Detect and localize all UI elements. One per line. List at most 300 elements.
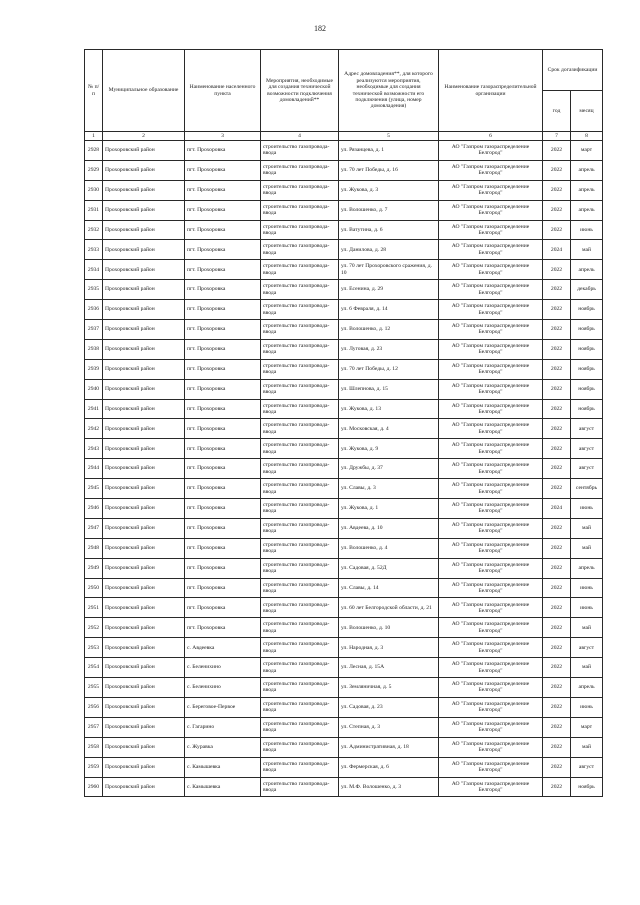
year-cell: 2022: [543, 518, 571, 538]
organization-cell: АО "Газпром газораспределение Белгород": [439, 300, 543, 320]
activity-cell: строительство газопровода-ввода: [261, 359, 339, 379]
address-cell: ул. Административная, д. 18: [339, 737, 439, 757]
header-activities: Мероприятия, необходимые для создания технической возможности подключения домовладений**: [261, 50, 339, 132]
month-cell: сентябрь: [571, 479, 603, 499]
table-row: [85, 200, 603, 220]
page-number: 182: [314, 24, 326, 33]
address-cell: ул. Луговая, д. 23: [339, 339, 439, 359]
row-number: 2931: [85, 200, 103, 220]
organization-cell: АО "Газпром газораспределение Белгород": [439, 558, 543, 578]
activity-cell: строительство газопровода-ввода: [261, 240, 339, 260]
month-cell: ноябрь: [571, 379, 603, 399]
municipality-cell: Прохоровский район: [103, 518, 185, 538]
year-cell: 2022: [543, 459, 571, 479]
table-row: [85, 479, 603, 499]
locality-cell: с. Беленихино: [185, 658, 261, 678]
address-cell: ул. Фермерская, д. 6: [339, 757, 439, 777]
address-cell: ул. 70 лет Прохоровского сражения, д. 10: [339, 260, 439, 280]
address-cell: ул. 6 Февраля, д. 14: [339, 300, 439, 320]
address-cell: ул. Народная, д. 3: [339, 638, 439, 658]
locality-cell: пгт. Прохоровка: [185, 200, 261, 220]
activity-cell: строительство газопровода-ввода: [261, 280, 339, 300]
table-row: [85, 260, 603, 280]
header-term: Срок догазификации: [543, 50, 603, 91]
year-cell: 2022: [543, 141, 571, 161]
row-number: 2932: [85, 220, 103, 240]
locality-cell: пгт. Прохоровка: [185, 141, 261, 161]
row-number: 2950: [85, 578, 103, 598]
address-cell: ул. Данилова, д. 28: [339, 240, 439, 260]
organization-cell: АО "Газпром газораспределение Белгород": [439, 717, 543, 737]
row-number: 2958: [85, 737, 103, 757]
month-cell: ноябрь: [571, 399, 603, 419]
organization-cell: АО "Газпром газораспределение Белгород": [439, 737, 543, 757]
row-number: 2956: [85, 697, 103, 717]
table-row: [85, 499, 603, 519]
gasification-table: [84, 49, 603, 797]
activity-cell: строительство газопровода-ввода: [261, 737, 339, 757]
municipality-cell: Прохоровский район: [103, 479, 185, 499]
table-row: [85, 757, 603, 777]
row-number: 2942: [85, 419, 103, 439]
month-cell: апрель: [571, 160, 603, 180]
address-cell: ул. Лесная, д. 15А: [339, 658, 439, 678]
year-cell: 2022: [543, 697, 571, 717]
municipality-cell: Прохоровский район: [103, 160, 185, 180]
row-number: 2934: [85, 260, 103, 280]
address-cell: ул. Московская, д. 4: [339, 419, 439, 439]
organization-cell: АО "Газпром газораспределение Белгород": [439, 220, 543, 240]
locality-cell: пгт. Прохоровка: [185, 379, 261, 399]
locality-cell: пгт. Прохоровка: [185, 320, 261, 340]
locality-cell: пгт. Прохоровка: [185, 300, 261, 320]
address-cell: ул. Садовая, д. 23: [339, 697, 439, 717]
table-row: [85, 777, 603, 797]
month-cell: апрель: [571, 260, 603, 280]
col-index: 8: [571, 132, 603, 141]
municipality-cell: Прохоровский район: [103, 717, 185, 737]
organization-cell: АО "Газпром газораспределение Белгород": [439, 638, 543, 658]
municipality-cell: Прохоровский район: [103, 379, 185, 399]
month-cell: август: [571, 757, 603, 777]
table-row: [85, 160, 603, 180]
activity-cell: строительство газопровода-ввода: [261, 200, 339, 220]
month-cell: май: [571, 538, 603, 558]
year-cell: 2022: [543, 339, 571, 359]
month-cell: август: [571, 439, 603, 459]
row-number: 2940: [85, 379, 103, 399]
activity-cell: строительство газопровода-ввода: [261, 499, 339, 519]
table-row: [85, 598, 603, 618]
header-month: месяц: [571, 91, 603, 132]
row-number: 2955: [85, 678, 103, 698]
row-number: 2960: [85, 777, 103, 797]
month-cell: ноябрь: [571, 339, 603, 359]
table-row: [85, 717, 603, 737]
address-cell: ул. 70 лет Победы, д. 12: [339, 359, 439, 379]
activity-cell: строительство газопровода-ввода: [261, 757, 339, 777]
organization-cell: АО "Газпром газораспределение Белгород": [439, 200, 543, 220]
table-row: [85, 518, 603, 538]
month-cell: май: [571, 737, 603, 757]
month-cell: ноябрь: [571, 320, 603, 340]
address-cell: ул. Шлепнова, д. 15: [339, 379, 439, 399]
activity-cell: строительство газопровода-ввода: [261, 419, 339, 439]
month-cell: ноябрь: [571, 777, 603, 797]
month-cell: июнь: [571, 598, 603, 618]
year-cell: 2022: [543, 598, 571, 618]
municipality-cell: Прохоровский район: [103, 678, 185, 698]
municipality-cell: Прохоровский район: [103, 439, 185, 459]
activity-cell: строительство газопровода-ввода: [261, 618, 339, 638]
organization-cell: АО "Газпром газораспределение Белгород": [439, 439, 543, 459]
locality-cell: пгт. Прохоровка: [185, 598, 261, 618]
row-number: 2938: [85, 339, 103, 359]
month-cell: май: [571, 658, 603, 678]
row-number: 2949: [85, 558, 103, 578]
year-cell: 2022: [543, 379, 571, 399]
locality-cell: пгт. Прохоровка: [185, 499, 261, 519]
year-cell: 2022: [543, 320, 571, 340]
activity-cell: строительство газопровода-ввода: [261, 300, 339, 320]
header-org: Наименование газораспределительной организации: [439, 50, 543, 132]
header-address: Адрес домовладения**, для которого реализуются мероприятия, необходимые для создания технической возможности его подключения (улица, номер домовладения): [339, 50, 439, 132]
organization-cell: АО "Газпром газораспределение Белгород": [439, 280, 543, 300]
locality-cell: пгт. Прохоровка: [185, 558, 261, 578]
activity-cell: строительство газопровода-ввода: [261, 459, 339, 479]
address-cell: ул. М.Ф. Волошенко, д. 3: [339, 777, 439, 797]
year-cell: 2022: [543, 200, 571, 220]
municipality-cell: Прохоровский район: [103, 240, 185, 260]
activity-cell: строительство газопровода-ввода: [261, 558, 339, 578]
table-row: [85, 439, 603, 459]
municipality-cell: Прохоровский район: [103, 618, 185, 638]
locality-cell: с. Авдеевка: [185, 638, 261, 658]
table-row: [85, 737, 603, 757]
municipality-cell: Прохоровский район: [103, 499, 185, 519]
locality-cell: пгт. Прохоровка: [185, 479, 261, 499]
municipality-cell: Прохоровский район: [103, 180, 185, 200]
organization-cell: АО "Газпром газораспределение Белгород": [439, 598, 543, 618]
month-cell: май: [571, 240, 603, 260]
organization-cell: АО "Газпром газораспределение Белгород": [439, 459, 543, 479]
locality-cell: пгт. Прохоровка: [185, 180, 261, 200]
municipality-cell: Прохоровский район: [103, 757, 185, 777]
table-row: [85, 220, 603, 240]
table-row: [85, 379, 603, 399]
locality-cell: пгт. Прохоровка: [185, 160, 261, 180]
municipality-cell: Прохоровский район: [103, 658, 185, 678]
year-cell: 2022: [543, 180, 571, 200]
municipality-cell: Прохоровский район: [103, 638, 185, 658]
organization-cell: АО "Газпром газораспределение Белгород": [439, 399, 543, 419]
address-cell: ул. Славы, д. 3: [339, 479, 439, 499]
row-number: 2941: [85, 399, 103, 419]
year-cell: 2022: [543, 777, 571, 797]
organization-cell: АО "Газпром газораспределение Белгород": [439, 518, 543, 538]
municipality-cell: Прохоровский район: [103, 697, 185, 717]
year-cell: 2022: [543, 359, 571, 379]
row-number: 2948: [85, 538, 103, 558]
month-cell: декабрь: [571, 280, 603, 300]
activity-cell: строительство газопровода-ввода: [261, 518, 339, 538]
locality-cell: пгт. Прохоровка: [185, 419, 261, 439]
table-row: [85, 419, 603, 439]
year-cell: 2022: [543, 479, 571, 499]
year-cell: 2022: [543, 439, 571, 459]
table-row: [85, 697, 603, 717]
activity-cell: строительство газопровода-ввода: [261, 578, 339, 598]
month-cell: май: [571, 518, 603, 538]
col-index: 3: [185, 132, 261, 141]
activity-cell: строительство газопровода-ввода: [261, 260, 339, 280]
row-number: 2953: [85, 638, 103, 658]
month-cell: август: [571, 419, 603, 439]
organization-cell: АО "Газпром газораспределение Белгород": [439, 141, 543, 161]
municipality-cell: Прохоровский район: [103, 339, 185, 359]
year-cell: 2022: [543, 300, 571, 320]
table-row: [85, 359, 603, 379]
year-cell: 2022: [543, 658, 571, 678]
address-cell: ул. Ватутина, д. 6: [339, 220, 439, 240]
activity-cell: строительство газопровода-ввода: [261, 638, 339, 658]
month-cell: апрель: [571, 558, 603, 578]
month-cell: июнь: [571, 499, 603, 519]
address-cell: ул. Садовая, д. 52Д: [339, 558, 439, 578]
municipality-cell: Прохоровский район: [103, 141, 185, 161]
col-index: 6: [439, 132, 543, 141]
year-cell: 2024: [543, 240, 571, 260]
organization-cell: АО "Газпром газораспределение Белгород": [439, 658, 543, 678]
month-cell: июнь: [571, 220, 603, 240]
organization-cell: АО "Газпром газораспределение Белгород": [439, 180, 543, 200]
address-cell: ул. Волошенко, д. 7: [339, 200, 439, 220]
locality-cell: пгт. Прохоровка: [185, 538, 261, 558]
locality-cell: пгт. Прохоровка: [185, 399, 261, 419]
month-cell: август: [571, 638, 603, 658]
table-row: [85, 638, 603, 658]
address-cell: ул. Жукова, д. 1: [339, 499, 439, 519]
address-cell: ул. 60 лет Белгородской области, д. 21: [339, 598, 439, 618]
month-cell: март: [571, 717, 603, 737]
col-index: 7: [543, 132, 571, 141]
activity-cell: строительство газопровода-ввода: [261, 141, 339, 161]
year-cell: 2022: [543, 757, 571, 777]
year-cell: 2022: [543, 160, 571, 180]
municipality-cell: Прохоровский район: [103, 399, 185, 419]
row-number: 2951: [85, 598, 103, 618]
organization-cell: АО "Газпром газораспределение Белгород": [439, 160, 543, 180]
organization-cell: АО "Газпром газораспределение Белгород": [439, 419, 543, 439]
col-index: 4: [261, 132, 339, 141]
municipality-cell: Прохоровский район: [103, 220, 185, 240]
month-cell: июнь: [571, 697, 603, 717]
organization-cell: АО "Газпром газораспределение Белгород": [439, 618, 543, 638]
address-cell: ул. Волошенко, д. 4: [339, 538, 439, 558]
municipality-cell: Прохоровский район: [103, 459, 185, 479]
address-cell: ул. Степная, д. 3: [339, 717, 439, 737]
activity-cell: строительство газопровода-ввода: [261, 777, 339, 797]
municipality-cell: Прохоровский район: [103, 200, 185, 220]
organization-cell: АО "Газпром газораспределение Белгород": [439, 240, 543, 260]
year-cell: 2024: [543, 499, 571, 519]
address-cell: ул. Рязанцева, д. 1: [339, 141, 439, 161]
activity-cell: строительство газопровода-ввода: [261, 160, 339, 180]
table-row: [85, 320, 603, 340]
col-index: 5: [339, 132, 439, 141]
organization-cell: АО "Газпром газораспределение Белгород": [439, 499, 543, 519]
row-number: 2957: [85, 717, 103, 737]
locality-cell: с. Журавка: [185, 737, 261, 757]
address-cell: ул. Славы, д. 14: [339, 578, 439, 598]
row-number: 2947: [85, 518, 103, 538]
year-cell: 2022: [543, 558, 571, 578]
organization-cell: АО "Газпром газораспределение Белгород": [439, 339, 543, 359]
locality-cell: пгт. Прохоровка: [185, 518, 261, 538]
header-year: год: [543, 91, 571, 132]
address-cell: ул. Земляничная, д. 5: [339, 678, 439, 698]
locality-cell: пгт. Прохоровка: [185, 220, 261, 240]
locality-cell: с. Камышевка: [185, 777, 261, 797]
municipality-cell: Прохоровский район: [103, 260, 185, 280]
municipality-cell: Прохоровский район: [103, 419, 185, 439]
month-cell: август: [571, 459, 603, 479]
municipality-cell: Прохоровский район: [103, 538, 185, 558]
locality-cell: пгт. Прохоровка: [185, 459, 261, 479]
address-cell: ул. Дружбы, д. 37: [339, 459, 439, 479]
locality-cell: пгт. Прохоровка: [185, 280, 261, 300]
header-num: № п/п: [85, 50, 103, 132]
activity-cell: строительство газопровода-ввода: [261, 180, 339, 200]
col-index: 2: [103, 132, 185, 141]
municipality-cell: Прохоровский район: [103, 359, 185, 379]
year-cell: 2022: [543, 538, 571, 558]
municipality-cell: Прохоровский район: [103, 280, 185, 300]
locality-cell: с. Гагарино: [185, 717, 261, 737]
year-cell: 2022: [543, 399, 571, 419]
month-cell: апрель: [571, 180, 603, 200]
activity-cell: строительство газопровода-ввода: [261, 320, 339, 340]
address-cell: ул. Волошенко, д. 10: [339, 618, 439, 638]
table-row: [85, 538, 603, 558]
locality-cell: с. Береговое-Первое: [185, 697, 261, 717]
activity-cell: строительство газопровода-ввода: [261, 399, 339, 419]
locality-cell: пгт. Прохоровка: [185, 618, 261, 638]
organization-cell: АО "Газпром газораспределение Белгород": [439, 320, 543, 340]
month-cell: апрель: [571, 200, 603, 220]
table-row: [85, 678, 603, 698]
address-cell: ул. Жукова, д. 9: [339, 439, 439, 459]
row-number: 2945: [85, 479, 103, 499]
activity-cell: строительство газопровода-ввода: [261, 658, 339, 678]
organization-cell: АО "Газпром газораспределение Белгород": [439, 479, 543, 499]
municipality-cell: Прохоровский район: [103, 598, 185, 618]
row-number: 2943: [85, 439, 103, 459]
year-cell: 2022: [543, 678, 571, 698]
locality-cell: пгт. Прохоровка: [185, 439, 261, 459]
table-row: [85, 399, 603, 419]
header-locality: Наименование населенного пункта: [185, 50, 261, 132]
municipality-cell: Прохоровский район: [103, 737, 185, 757]
month-cell: ноябрь: [571, 300, 603, 320]
row-number: 2954: [85, 658, 103, 678]
row-number: 2937: [85, 320, 103, 340]
locality-cell: с. Беленихино: [185, 678, 261, 698]
activity-cell: строительство газопровода-ввода: [261, 439, 339, 459]
year-cell: 2022: [543, 737, 571, 757]
month-cell: ноябрь: [571, 359, 603, 379]
row-number: 2930: [85, 180, 103, 200]
table-row: [85, 459, 603, 479]
locality-cell: пгт. Прохоровка: [185, 359, 261, 379]
address-cell: ул. Авдеева, д. 10: [339, 518, 439, 538]
activity-cell: строительство газопровода-ввода: [261, 717, 339, 737]
header-municipality: Муниципальное образование: [103, 50, 185, 132]
row-number: 2939: [85, 359, 103, 379]
locality-cell: пгт. Прохоровка: [185, 260, 261, 280]
municipality-cell: Прохоровский район: [103, 320, 185, 340]
organization-cell: АО "Газпром газораспределение Белгород": [439, 578, 543, 598]
year-cell: 2022: [543, 717, 571, 737]
address-cell: ул. Есенина, д. 29: [339, 280, 439, 300]
organization-cell: АО "Газпром газораспределение Белгород": [439, 678, 543, 698]
year-cell: 2022: [543, 618, 571, 638]
table-row: [85, 240, 603, 260]
year-cell: 2022: [543, 578, 571, 598]
row-number: 2929: [85, 160, 103, 180]
month-cell: июнь: [571, 578, 603, 598]
table-row: [85, 658, 603, 678]
row-number: 2959: [85, 757, 103, 777]
activity-cell: строительство газопровода-ввода: [261, 220, 339, 240]
locality-cell: пгт. Прохоровка: [185, 578, 261, 598]
table-row: [85, 339, 603, 359]
year-cell: 2022: [543, 220, 571, 240]
row-number: 2952: [85, 618, 103, 638]
locality-cell: пгт. Прохоровка: [185, 240, 261, 260]
organization-cell: АО "Газпром газораспределение Белгород": [439, 260, 543, 280]
locality-cell: с. Камышевка: [185, 757, 261, 777]
month-cell: май: [571, 618, 603, 638]
year-cell: 2022: [543, 419, 571, 439]
column-index-row: [85, 132, 603, 141]
year-cell: 2022: [543, 638, 571, 658]
year-cell: 2022: [543, 280, 571, 300]
organization-cell: АО "Газпром газораспределение Белгород": [439, 379, 543, 399]
organization-cell: АО "Газпром газораспределение Белгород": [439, 697, 543, 717]
row-number: 2935: [85, 280, 103, 300]
table-row: [85, 180, 603, 200]
row-number: 2944: [85, 459, 103, 479]
activity-cell: строительство газопровода-ввода: [261, 479, 339, 499]
locality-cell: пгт. Прохоровка: [185, 339, 261, 359]
row-number: 2933: [85, 240, 103, 260]
row-number: 2936: [85, 300, 103, 320]
table-row: [85, 280, 603, 300]
activity-cell: строительство газопровода-ввода: [261, 339, 339, 359]
row-number: 2946: [85, 499, 103, 519]
year-cell: 2022: [543, 260, 571, 280]
activity-cell: строительство газопровода-ввода: [261, 678, 339, 698]
address-cell: ул. Волошенко, д. 12: [339, 320, 439, 340]
month-cell: апрель: [571, 678, 603, 698]
organization-cell: АО "Газпром газораспределение Белгород": [439, 538, 543, 558]
activity-cell: строительство газопровода-ввода: [261, 538, 339, 558]
address-cell: ул. Жукова, д. 13: [339, 399, 439, 419]
col-index: 1: [85, 132, 103, 141]
activity-cell: строительство газопровода-ввода: [261, 697, 339, 717]
municipality-cell: Прохоровский район: [103, 300, 185, 320]
